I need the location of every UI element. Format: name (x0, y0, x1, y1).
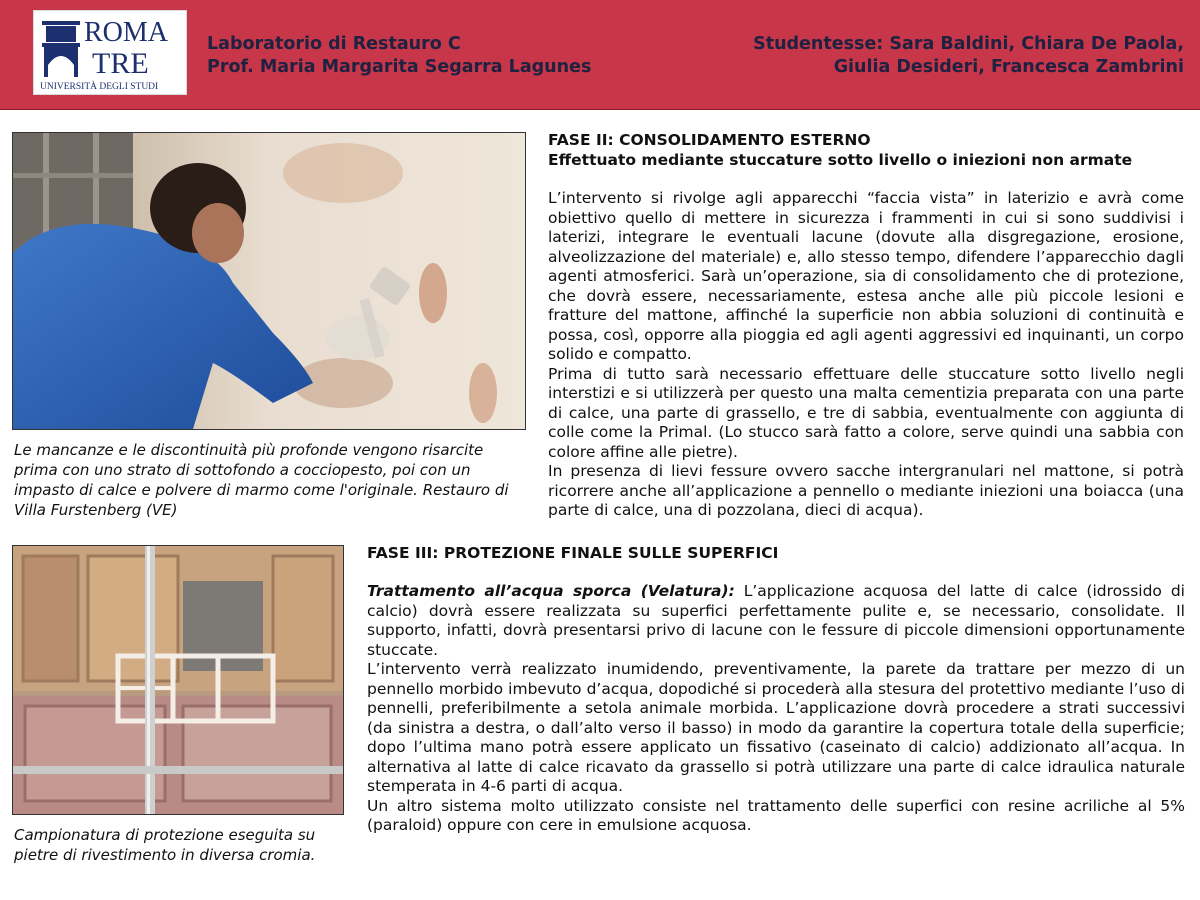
course-title: Laboratorio di Restauro C (207, 34, 461, 54)
logo-text-tre: TRE (92, 47, 149, 80)
fase-ii-paragraph-1: L’intervento si rivolge agli apparecchi “faccia vista” in laterizio e avrà come obiettivo quello di mettere in sicurezza i frammenti in cui si sono suddivisi i laterizi, integrare le eventuali lacune (dovute alla disgregazione, erosione, alveolizzazione del materiale) e, allo stesso tempo, difendere l’apparecchio dagli agenti atmosferici. Sarà un’operazione, sia di consolidamento che di protezione, che dovrà essere, necessariamente, estesa anche alle più piccole lesioni e fratture del mattone, affinché la superficie non abbia soluzioni di continuità e possa, così, opporre alla pioggia ed agli agenti aggressivi ed inquinanti, un corpo solido e compatto. (548, 189, 1184, 363)
velatura-heading: Trattamento all’acqua sporca (Velatura): (367, 582, 735, 600)
logo-text-universita: UNIVERSITÀ DEGLI STUDI (40, 82, 159, 92)
students-info (753, 33, 1184, 79)
professor-name: Prof. Maria Margarita Segarra Lagunes (207, 57, 592, 77)
fase-iii-title: FASE III: PROTEZIONE FINALE SULLE SUPERFICI (367, 544, 779, 562)
fase-ii-title: FASE II: CONSOLIDAMENTO ESTERNO (548, 131, 871, 149)
logo-text-roma: ROMA (84, 17, 169, 48)
photo1-caption: Le mancanze e le discontinuità più profonde vengono risarcite prima con uno strato di sottofondo a cocciopesto, poi con un impasto di calce e polvere di marmo come l'originale. Restauro di Villa Furstenberg (VE) (14, 441, 509, 519)
fase-iii-paragraph-1-text: L’applicazione acquosa del latte di calce (idrossido di calcio) dovrà essere realizzata su superfici perfettamente pulite e, se necessario, consolidate. Il supporto, infatti, dovrà presentarsi privo di lacune con le fessure di piccole dimensioni opportunamente stuccate. (367, 582, 1185, 659)
photo-stone-cladding-sample (12, 545, 344, 815)
photo2-caption: Campionatura di protezione eseguita su pietre di rivestimento in diversa cromia. (14, 826, 316, 864)
fase-iii-paragraph-3: Un altro sistema molto utilizzato consiste nel trattamento delle superfici con resine acriliche al 5% (paraloid) oppure con cere in emulsione acquosa. (367, 796, 1185, 834)
fase-ii-paragraph-3: In presenza di lievi fessure ovvero sacche intergranulari nel mattone, si potrà ricorrere anche all’applicazione a pennello o mediante iniezioni una boiacca (una parte di calce, una di pozzolana, dieci di acqua). (548, 462, 1184, 519)
section-fase-iii (367, 543, 1185, 836)
students-line-1: Studentesse: Sara Baldini, Chiara De Paola, (753, 34, 1184, 54)
roma-tre-logo (33, 10, 187, 95)
fase-ii-paragraph-2: Prima di tutto sarà necessario effettuare delle stuccature sotto livello negli interstizi e si utilizzerà per questo una malta cementizia preparata con una parte di calce, una parte di grassello, e tre di sabbia, eventualmente con aggiunta di colle come la Primal. (Lo stucco sarà fatto a colore, serve quindi una sabbia con colore affine alle pietre). (548, 364, 1184, 461)
fase-ii-subtitle: Effettuato mediante stuccature sotto livello o iniezioni non armate (548, 151, 1133, 169)
students-line-2: Giulia Desideri, Francesca Zambrini (833, 57, 1184, 77)
header-banner (0, 0, 1200, 110)
fase-iii-paragraph-2: L’intervento verrà realizzato inumidendo, preventivamente, la parete da trattare per mezzo di un pennello morbido imbevuto d’acqua, dopodiché si procederà alla stesura del protettivo mediante l’uso di pennelli, preferibilmente a setola animale morbida. L’applicazione dovrà procedere a strati successivi (da sinistra a destra, o dall’alto verso il basso) in modo da garantire la copertura totale della superficie; dopo l’ultima mano potrà essere applicato un fissativo (caseinato di calcio) addizionato all’acqua. In alternativa al latte di calce ricavato da grassello si potrà utilizzare una parte di calce idraulica naturale stemperata in 4-6 parti di acqua. (367, 660, 1185, 795)
roma-tre-logo-mark (34, 11, 186, 94)
section-fase-ii (548, 130, 1184, 521)
fase-iii-paragraph-1 (367, 582, 1185, 660)
course-info (207, 33, 591, 79)
photo-restorer-at-wall (12, 132, 526, 430)
